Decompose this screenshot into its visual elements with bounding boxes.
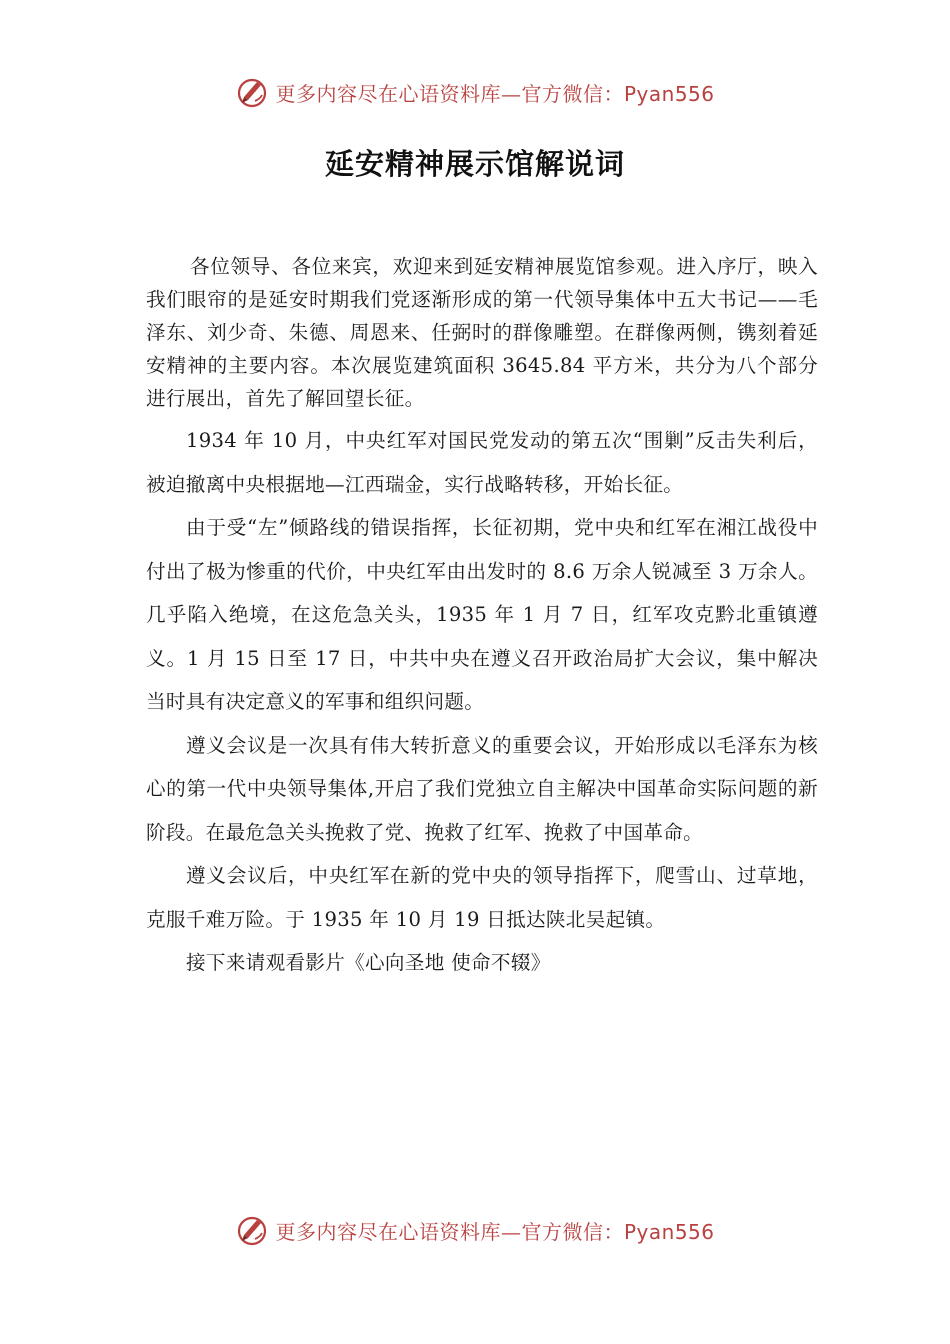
paragraph-film: 接下来请观看影片《心向圣地 使命不辍》 <box>186 951 551 974</box>
header-banner <box>0 72 950 112</box>
footer-banner <box>0 1210 950 1250</box>
paragraph-1934: 1934 年 10 月，中央红军对国民党发动的第五次“围剿”反击失利后，被迫撤离中央根据地—江西瑞金，实行战略转移，开始长征。 <box>146 429 818 496</box>
pen-in-circle-icon <box>235 1213 269 1247</box>
footer-banner-text <box>275 1216 714 1245</box>
paragraph-zunyi-meeting: 遵义会议是一次具有伟大转折意义的重要会议，开始形成以毛泽东为核心的第一代中央领导集体,开启了我们党独立自主解决中国革命实际问题的新阶段。在最危急关头挽救了党、挽救了红军、挽救了中国革命。 <box>146 733 818 844</box>
pen-in-circle-icon <box>235 75 269 109</box>
paragraph-xiangjiang: 由于受“左”倾路线的错误指挥，长征初期，党中央和红军在湘江战役中付出了极为惨重的代价，中央红军由出发时的 8.6 万余人锐减至 3 万余人。几乎陷入绝境，在这危急关头，1935 年 1 月 7 日，红军攻克黔北重镇遵义。1 月 15 日至 17 日，中共中央在遵义召开政治局扩大会议，集中解决当时具有决定意义的军事和组织问题。 <box>146 516 818 713</box>
header-banner-cn: 更多内容尽在心语资料库—官方微信： <box>275 81 624 106</box>
footer-banner-cn: 更多内容尽在心语资料库—官方微信： <box>275 1219 624 1244</box>
document-body <box>146 250 818 985</box>
header-banner-text <box>275 78 714 107</box>
footer-banner-wechat-id: Pyan556 <box>623 1219 715 1244</box>
document-title: 延安精神展示馆解说词 <box>324 147 625 181</box>
paragraph-intro: 各位领导、各位来宾，欢迎来到延安精神展览馆参观。进入序厅，映入我们眼帘的是延安时期我们党逐渐形成的第一代领导集体中五大书记——毛泽东、刘少奇、朱德、周恩来、任弼时的群像雕塑。在群像两侧，镌刻着延安精神的主要内容。本次展览建筑面积 3645.84 平方米，共分为八个部分进行展出，首先了解回望长征。 <box>146 255 818 410</box>
paragraph-after-zunyi: 遵义会议后，中央红军在新的党中央的领导指挥下，爬雪山、过草地，克服千难万险。于 1935 年 10 月 19 日抵达陕北吴起镇。 <box>146 864 818 931</box>
header-banner-wechat-id: Pyan556 <box>623 81 715 106</box>
